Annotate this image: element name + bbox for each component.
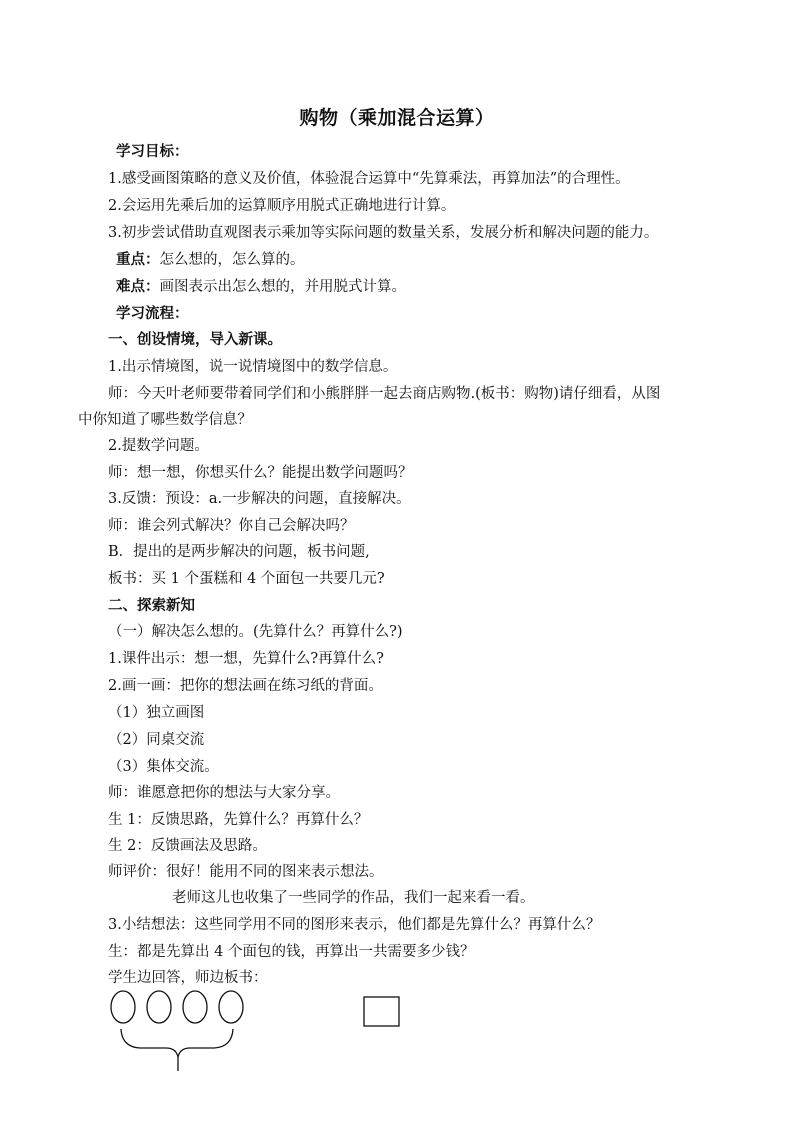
board-diagram bbox=[100, 985, 420, 1085]
goal-item-1: 1.感受画图策略的意义及价值，体验混合运算中“先算乘法，再算加法”的合理性。 bbox=[108, 171, 630, 187]
section1-line: 1.出示情境图，说一说情境图中的数学信息。 bbox=[108, 359, 398, 375]
section2-line: 生 2：反馈画法及思路。 bbox=[108, 838, 267, 854]
key-point-text: 怎么想的，怎么算的。 bbox=[159, 252, 305, 268]
section1-line: B．提出的是两步解决的问题，板书问题, bbox=[108, 544, 370, 560]
section1-heading: 一、创设情境，导入新课。 bbox=[108, 331, 282, 348]
section2-line: （1）独立画图 bbox=[108, 705, 205, 721]
section2-line: 师评价：很好！能用不同的图来表示想法。 bbox=[108, 864, 384, 880]
section2-line: 2.画一画：把你的想法画在练习纸的背面。 bbox=[108, 678, 383, 694]
section2-line: 学生边回答，师边板书： bbox=[108, 970, 268, 986]
cake-square bbox=[364, 997, 399, 1026]
section2-line: （3）集体交流。 bbox=[108, 759, 219, 775]
difficulty bbox=[116, 277, 406, 297]
bread-oval bbox=[183, 991, 207, 1023]
section1-line: 师：今天叶老师要带着同学们和小熊胖胖一起去商店购物.(板书：购物)请仔细看，从图 bbox=[108, 386, 661, 402]
group-brace bbox=[121, 1029, 233, 1057]
section2-line: 老师这儿也收集了一些同学的作品，我们一起来看一看。 bbox=[172, 890, 535, 906]
section2-line: 生 1：反馈思路，先算什么？再算什么？ bbox=[108, 812, 369, 828]
section2-line: （2）同桌交流 bbox=[108, 732, 205, 748]
section2-line: 1.课件出示：想一想，先算什么?再算什么? bbox=[108, 651, 384, 667]
section2-line: 生：都是先算出 4 个面包的钱，再算出一共需要多少钱？ bbox=[108, 944, 475, 960]
key-point-label: 重点： bbox=[116, 251, 160, 268]
section1-line: 中你知道了哪些数学信息？ bbox=[78, 412, 252, 428]
process-heading: 学习流程： bbox=[116, 305, 189, 322]
key-point bbox=[116, 250, 305, 270]
section1-line: 师：谁会列式解决？你自己会解决吗？ bbox=[108, 518, 355, 534]
section1-line: 2.提数学问题。 bbox=[108, 438, 209, 454]
goals-heading: 学习目标： bbox=[116, 143, 189, 160]
section2-line: 师：谁愿意把你的想法与大家分享。 bbox=[108, 785, 340, 801]
bread-oval bbox=[147, 991, 171, 1023]
section2-line: （一）解决怎么想的。(先算什么？再算什么?) bbox=[108, 624, 403, 640]
goal-item-2: 2.会运用先乘后加的运算顺序用脱式正确地进行计算。 bbox=[108, 198, 456, 214]
section1-line: 师：想一想，你想买什么？能提出数学问题吗？ bbox=[108, 465, 413, 481]
bread-oval bbox=[111, 991, 135, 1023]
bread-oval bbox=[219, 991, 243, 1023]
section1-line: 3.反馈：预设：a.一步解决的问题，直接解决。 bbox=[108, 491, 411, 507]
section2-heading: 二、探索新知 bbox=[108, 597, 195, 614]
difficulty-label: 难点： bbox=[116, 278, 160, 295]
difficulty-text: 画图表示出怎么想的，并用脱式计算。 bbox=[159, 279, 406, 295]
section1-line: 板书：买 1 个蛋糕和 4 个面包一共要几元? bbox=[108, 571, 385, 587]
section2-line: 3.小结想法：这些同学用不同的图形来表示，他们都是先算什么？再算什么？ bbox=[108, 917, 601, 933]
goal-item-3: 3.初步尝试借助直观图表示乘加等实际问题的数量关系，发展分析和解决问题的能力。 bbox=[108, 225, 659, 241]
document-title: 购物（乘加混合运算） bbox=[299, 107, 495, 129]
